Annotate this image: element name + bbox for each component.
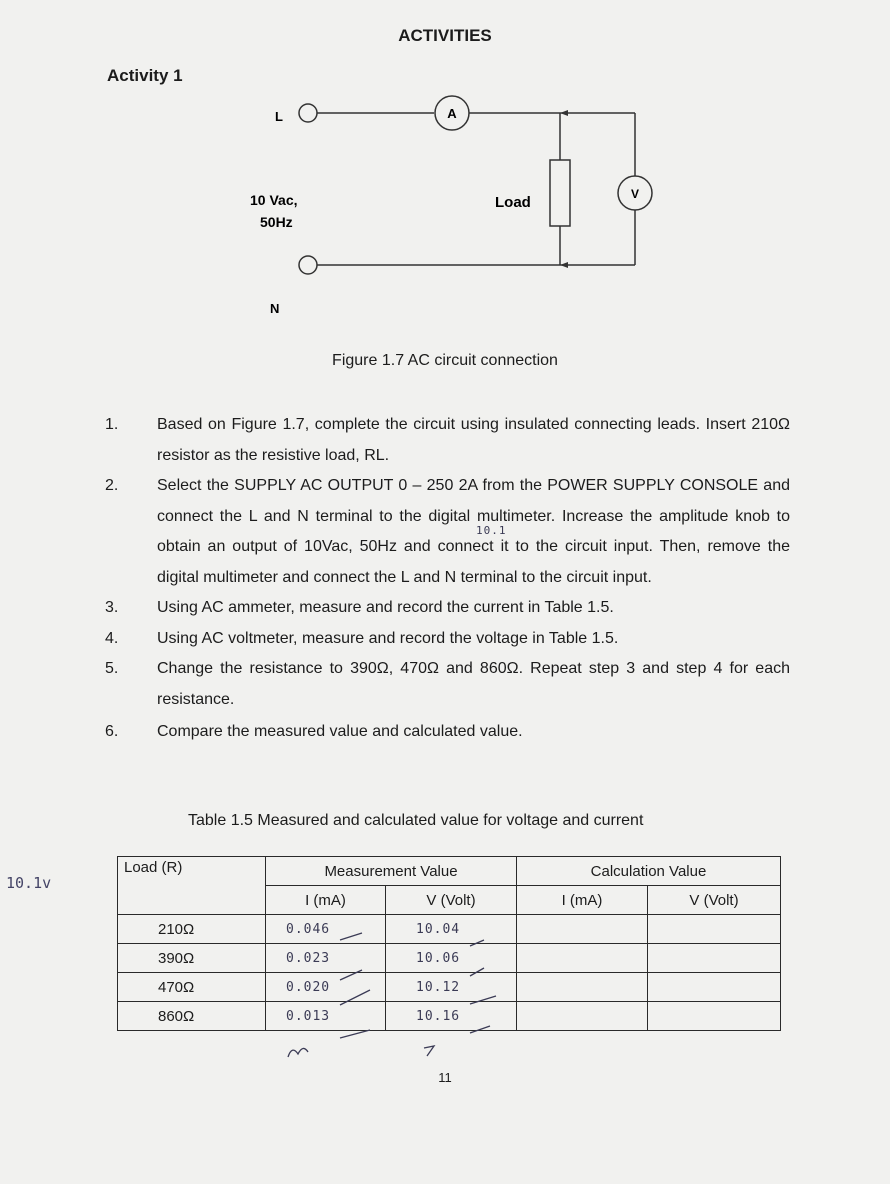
instruction-list bbox=[100, 410, 790, 748]
header-measurement: Measurement Value bbox=[266, 857, 517, 886]
page-heading: ACTIVITIES bbox=[398, 26, 492, 45]
instruction-step bbox=[100, 593, 790, 624]
table-row bbox=[118, 1002, 781, 1031]
step-text: Compare the measured value and calculated value. bbox=[157, 723, 523, 740]
cell-load: 210Ω bbox=[118, 915, 266, 944]
cell-meas-v: 10.06 bbox=[386, 944, 517, 973]
table-caption: Table 1.5 Measured and calculated value for voltage and current bbox=[188, 812, 644, 829]
step-number: 4. bbox=[105, 629, 119, 647]
label-voltmeter: V bbox=[630, 187, 640, 201]
load-resistor-icon bbox=[550, 160, 570, 226]
cell-meas-i: 0.020 bbox=[266, 973, 386, 1002]
cell-meas-v: 10.12 bbox=[386, 973, 517, 1002]
header-meas-i: I (mA) bbox=[266, 886, 386, 915]
instruction-step bbox=[100, 654, 790, 715]
instruction-step bbox=[100, 624, 790, 655]
label-source-voltage: 10 Vac, bbox=[250, 192, 298, 208]
margin-handwritten-note: 10.1v bbox=[6, 874, 52, 892]
terminal-L-icon bbox=[299, 104, 317, 122]
header-meas-v: V (Volt) bbox=[386, 886, 517, 915]
cell-meas-i: 0.013 bbox=[266, 1002, 386, 1031]
label-load: Load bbox=[495, 194, 531, 211]
instruction-step bbox=[100, 471, 790, 593]
step-number: 3. bbox=[105, 599, 119, 616]
cell-calc-v bbox=[648, 944, 781, 973]
cell-meas-v: 10.16 bbox=[386, 1002, 517, 1031]
cell-load: 470Ω bbox=[118, 973, 266, 1002]
cell-meas-i: 0.023 bbox=[266, 944, 386, 973]
cell-meas-v: 10.04 bbox=[386, 915, 517, 944]
step-text: Using AC ammeter, measure and record the current in Table 1.5. bbox=[157, 599, 614, 616]
terminal-N-icon bbox=[299, 256, 317, 274]
table-row bbox=[118, 915, 781, 944]
step-number: 1. bbox=[105, 416, 119, 433]
activity-title: Activity 1 bbox=[107, 66, 183, 85]
cell-calc-i bbox=[517, 973, 648, 1002]
step-number: 2. bbox=[105, 477, 119, 494]
table-row bbox=[118, 944, 781, 973]
header-calculation: Calculation Value bbox=[517, 857, 781, 886]
instruction-step bbox=[100, 717, 790, 748]
cell-calc-i bbox=[517, 915, 648, 944]
cell-calc-v bbox=[648, 1002, 781, 1031]
label-N: N bbox=[270, 301, 280, 316]
step-text: Based on Figure 1.7, complete the circuit using insulated connecting leads. Insert 210Ω resistor as the resistive load, RL. bbox=[157, 416, 790, 464]
figure-caption: Figure 1.7 AC circuit connection bbox=[332, 352, 558, 369]
cell-calc-i bbox=[517, 944, 648, 973]
header-calc-i: I (mA) bbox=[517, 886, 648, 915]
page-number: 11 bbox=[438, 1070, 452, 1085]
step-number: 5. bbox=[105, 660, 119, 677]
step-number: 6. bbox=[105, 723, 119, 740]
step-text: Change the resistance to 390Ω, 470Ω and 860Ω. Repeat step 3 and step 4 for each resistance. bbox=[157, 660, 790, 708]
step-text: Using AC voltmeter, measure and record the voltage in Table 1.5. bbox=[157, 629, 619, 647]
header-calc-v: V (Volt) bbox=[648, 886, 781, 915]
label-ammeter: A bbox=[447, 106, 457, 121]
label-L: L bbox=[275, 109, 283, 124]
cell-calc-i bbox=[517, 1002, 648, 1031]
cell-load: 860Ω bbox=[118, 1002, 266, 1031]
cell-meas-i: 0.046 bbox=[266, 915, 386, 944]
step-text: Select the SUPPLY AC OUTPUT 0 – 250 2A from the POWER SUPPLY CONSOLE and connect the L and N terminal to the digital multimeter. Increase the amplitude knob to obtain an output of 10Vac, 50Hz and connect it to the circuit input. Then, remove the digital multimeter and connect the L and N terminal to the circuit input. bbox=[157, 477, 790, 586]
cell-calc-v bbox=[648, 915, 781, 944]
cell-calc-v bbox=[648, 973, 781, 1002]
instruction-step bbox=[100, 410, 790, 471]
circuit-diagram bbox=[230, 88, 660, 328]
header-load: Load (R) bbox=[118, 857, 266, 915]
label-source-frequency: 50Hz bbox=[260, 214, 293, 230]
results-table bbox=[117, 856, 781, 1031]
step2-handwritten-overwrite: 10.1 bbox=[476, 524, 507, 537]
cell-load: 390Ω bbox=[118, 944, 266, 973]
table-row bbox=[118, 973, 781, 1002]
